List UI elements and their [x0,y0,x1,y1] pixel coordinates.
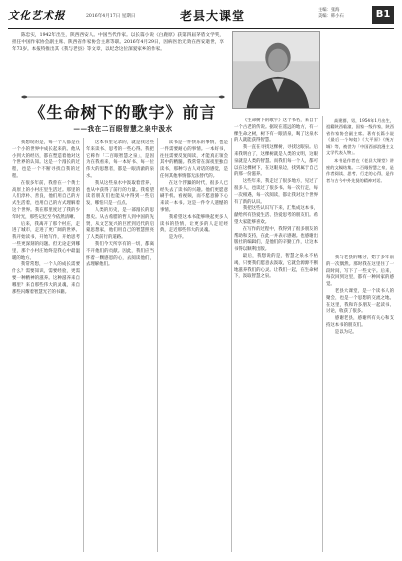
body-paragraph: 老县大课堂，是一个读书人的聚会，也是一个思想的交流之地。在这里，我和许多朋友一起读书、讨论，收获了很多。 [326,288,394,315]
body-paragraph: 人类的历史，是一部漫长的思想史。从古希腊的哲人到中国的先贤，从文艺复兴的巨匠到近代的启蒙思想家，他们用自己的智慧照亮了人类前行的道路。 [86,207,154,241]
body-paragraph: 我想说的是，每一个人都是在一个小的世界中成长起来的。他从小到大的经历，都在塑造着他对这个世界的认知。这是一个漫长的过程，也是一个不断寻找自我的过程。 [12,140,80,179]
text-column-3 [160,140,228,554]
text-column-4 [234,118,318,554]
header-rule [8,28,394,29]
newspaper-name: 文化艺术报 [8,10,66,22]
body-paragraph: 后来，我离开了那个村庄，走进了城市，走进了更广阔的世界。我开始读书，开始写作，开始思考一些更深刻的问题。但无论走到哪里，那个小村庄始终是我心中最温暖的地方。 [12,221,80,261]
column-divider [231,138,232,552]
design-line: 美编：韩小石 [318,14,344,19]
body-paragraph: 在写作的过程中，我得到了很多朋友的帮助和支持，在此一并表示感谢。也感谢出版社的编辑们，是他们的辛勤工作，让这本书得以顺利出版。 [234,226,318,253]
body-paragraph: 这本书里记录的，就是我这些年来读书、思考的一些心得。我把它称作「二百眼智慧之泉」，是因为在我看来，每一本好书、每一位伟大的思想者，都是一眼清澈的泉水。 [86,140,154,179]
column-divider [322,116,323,552]
body-paragraph: 我从这些泉水中汲取着营养，也从中获得了前行的力量。我希望读者朋友们也能从中得到一些启发，哪怕只是一点点。 [86,180,154,207]
body-paragraph: 在这个浮躁的时代，很多人已经失去了读书的兴趣。他们更愿意刷手机、看视频，而不愿意静下心来读一本书。这是一件令人遗憾的事情。 [160,180,228,213]
body-paragraph: 感谢老县，感谢所有关心和支持这本书的朋友们。 [326,316,394,328]
text-column-1 [12,140,80,554]
article-subheadline: ——我在二百眼智慧之泉中汲水 [73,125,173,133]
text-column-5 [326,255,394,554]
column-divider [83,138,84,552]
body-paragraph: 我与老县的缘分，始于多年前的一次偶然。那时我在这里住了一段时间，写下了一些文字。后来，每次回到这里，都有一种回家的感觉。 [326,255,394,288]
body-paragraph: 读书是一件快乐的事情，也是一件需要耐心的事情。一本好书，往往需要反复阅读，才能真正领会其中的精髓。我常常在深夜里独自读书，那种与古人对话的感觉，是任何其他事情都无法替代的。 [160,140,228,179]
text-column-2 [86,140,154,554]
editor-line: 主编：张海 [318,8,340,13]
intro-paragraph: 陈忠实，1942年出生，陕西西安人。中国当代作家。以长篇小说《白鹿原》获第四届茅盾文学奖，担任中国作家协会副主席、陕西省作家协会主席等职。2016年4月29日，因病医治无效在西安逝世，享年73岁。本报特推出其《我与老县》等文章，以纪念这位深爱家乡的作家。 [12,33,224,52]
page-number-badge: B1 [372,6,394,24]
body-paragraph: 我一直在寻找这棵树，寻找这眼泉。后来我明白了，这棵树就是人类的文明，这眼泉就是人类的智慧。而我们每一个人，都可以在这棵树下，在这眼泉边，找到属于自己的那一份滋养。 [234,145,318,178]
body-paragraph: 是以为记。 [334,329,357,335]
body-paragraph: 最后，我想说的是，智慧之泉永不枯竭，只要我们愿意去汲取，它就会源源不断地滋养我们的心灵。让我们一起，在生命树下，汲取智慧之泉。 [234,253,318,280]
body-paragraph: 我希望这本书能够唤起更多人读书的热情，让更多的人走近经典，走近那些伟大的灵魂。 [160,214,228,234]
author-bio-sidebar [326,118,394,186]
editor-info [318,8,344,20]
body-paragraph: 我常常想，一个人的成长需要什么？需要知识，需要经验，更需要一种精神的滋养。这种滋养来自哪里？来自那些伟大的灵魂，来自那些闪耀着智慧光芒的书籍。 [12,262,80,295]
body-paragraph: 是为序。 [168,235,187,241]
column-divider [157,138,158,552]
body-paragraph: 我把这些认识写下来，汇集成这本书，献给所有热爱生活、热爱思考的朋友们。希望大家能够喜欢。 [234,206,318,225]
issue-date: 2016年4月17日 星期日 [86,14,136,19]
page-header [8,6,394,28]
body-paragraph: 这些年来，我走过了很多地方，见过了很多人，也读过了很多书。每一次行走，每一次相遇，每一次阅读，都让我对这个世界有了新的认识。 [234,179,318,205]
body-paragraph: 在很多年前，我曾在一个黄土高原上的小村庄里生活过。那里的人们淳朴、善良，他们用自己的方式生活着，也用自己的方式理解着这个世界。我在那里度过了我的少年时光，那些记忆至今依然清晰。 [12,180,80,220]
bio-paragraph: 高建群，男，1954年1月出生，祖籍陕西临潼，国家一级作家，陕西省作家协会副主席。著有长篇小说《最后一个匈奴》《大平原》《统万城》等，被誉为「中国西部浪漫主义文学代表人物」。 [326,118,394,156]
body-paragraph: 我们今天所享有的一切，都离不开他们的贡献。因此，我们应当怀着一颗感恩的心，去阅读他们，去理解他们。 [86,241,154,268]
body-paragraph: 《生命树下的歌宇》这个书名，来自于一个古老的传说。据说在遥远的地方，有一棵生命之树，树下有一眼清泉，喝了这泉水的人就能获得智慧。 [234,118,318,144]
article-headline: 《生命树下的歌宇》前言 [29,103,217,122]
author-photo [232,31,320,109]
author-portrait-icon [233,32,319,108]
section-title: 老县大课堂 [180,9,246,23]
bio-paragraph: 本书是作者在《老县大课堂》讲座的文稿结集。二百眼智慧之泉，是作者阅读、思考、行走的心得，是作者与古今中外先贤的精神对话。 [326,158,394,183]
